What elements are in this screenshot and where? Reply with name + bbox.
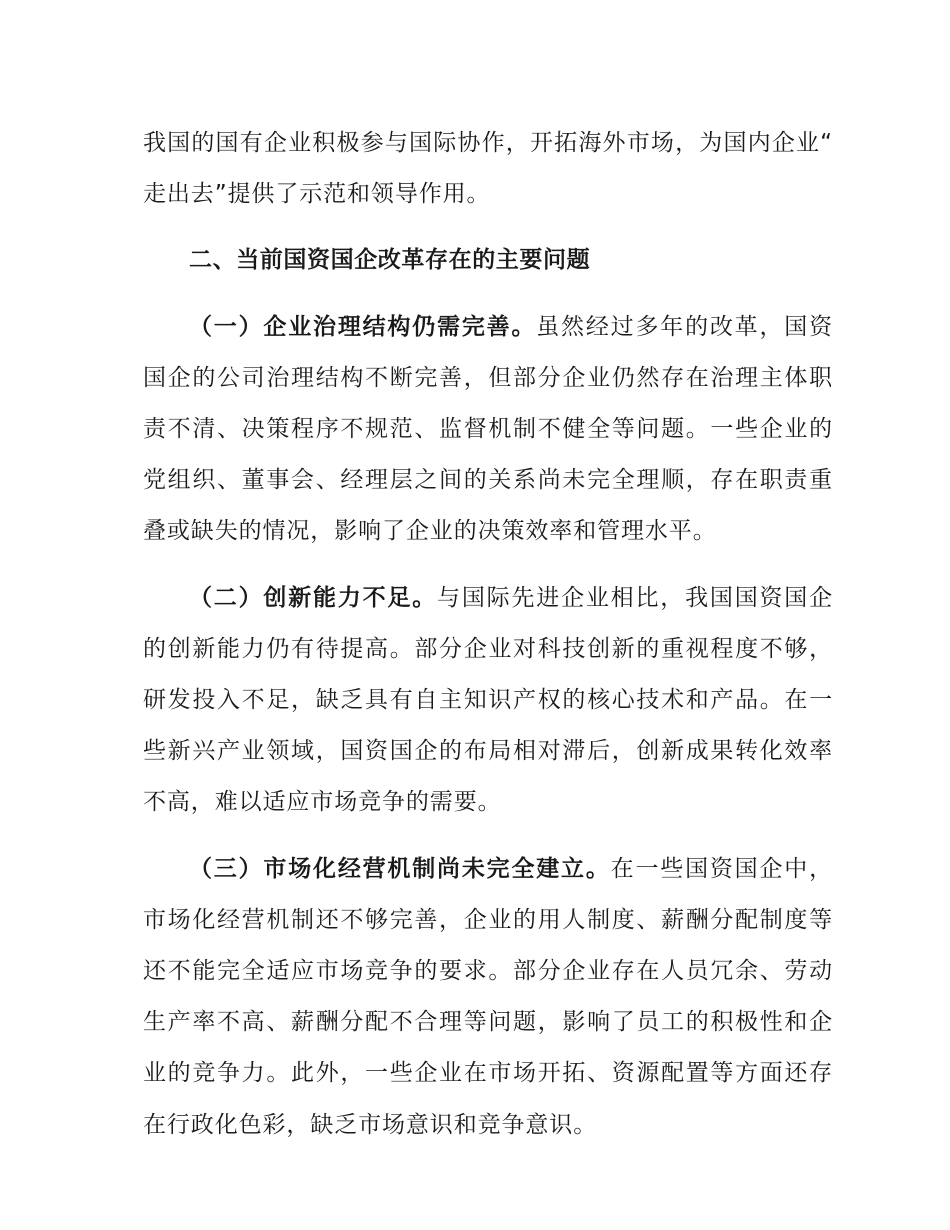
paragraph-body-governance: 虽然经过多年的改革，国资国企的公司治理结构不断完善，但部分企业仍然存在治理主体职责不清、决策程序不规范、监督机制不健全等问题。一些企业的党组织、董事会、经理层之间的关系尚未完全理顺，存在职责重叠或缺失的情况，影响了企业的决策效率和管理水平。 <box>143 313 833 545</box>
paragraph-spacer <box>143 829 833 844</box>
paragraph-spacer <box>143 558 833 573</box>
paragraph-lead-market-mechanism: （三）市场化经营机制尚未完全建立。 <box>189 855 611 882</box>
paragraph-governance <box>143 302 833 558</box>
paragraph-lead-innovation: （二）创新能力不足。 <box>189 584 438 611</box>
paragraph-spacer <box>143 220 833 235</box>
paragraph-innovation <box>143 573 833 829</box>
intro-paragraph: 我国的国有企业积极参与国际协作，开拓海外市场，为国内企业“走出去”提供了示范和领导作用。 <box>143 130 833 208</box>
paragraph-market-mechanism <box>143 844 833 1151</box>
paragraph-spacer <box>143 287 833 302</box>
paragraph-lead-governance: （一）企业治理结构仍需完善。 <box>189 313 537 340</box>
paragraph-body-market-mechanism: 在一些国资国企中，市场化经营机制还不够完善，企业的用人制度、薪酬分配制度等还不能完全适应市场竞争的要求。部分企业存在人员冗余、劳动生产率不高、薪酬分配不合理等问题，影响了员工的积极性和企业的竞争力。此外，一些企业在市场开拓、资源配置等方面还存在行政化色彩，缺乏市场意识和竞争意识。 <box>143 855 833 1138</box>
section-heading: 二、当前国资国企改革存在的主要问题 <box>189 247 591 274</box>
document-body <box>143 118 833 1151</box>
paragraph-body-innovation: 与国际先进企业相比，我国国资国企的创新能力仍有待提高。部分企业对科技创新的重视程度不够，研发投入不足，缺乏具有自主知识产权的核心技术和产品。在一些新兴产业领域，国资国企的布局相对滞后，创新成果转化效率不高，难以适应市场竞争的需要。 <box>143 584 834 816</box>
